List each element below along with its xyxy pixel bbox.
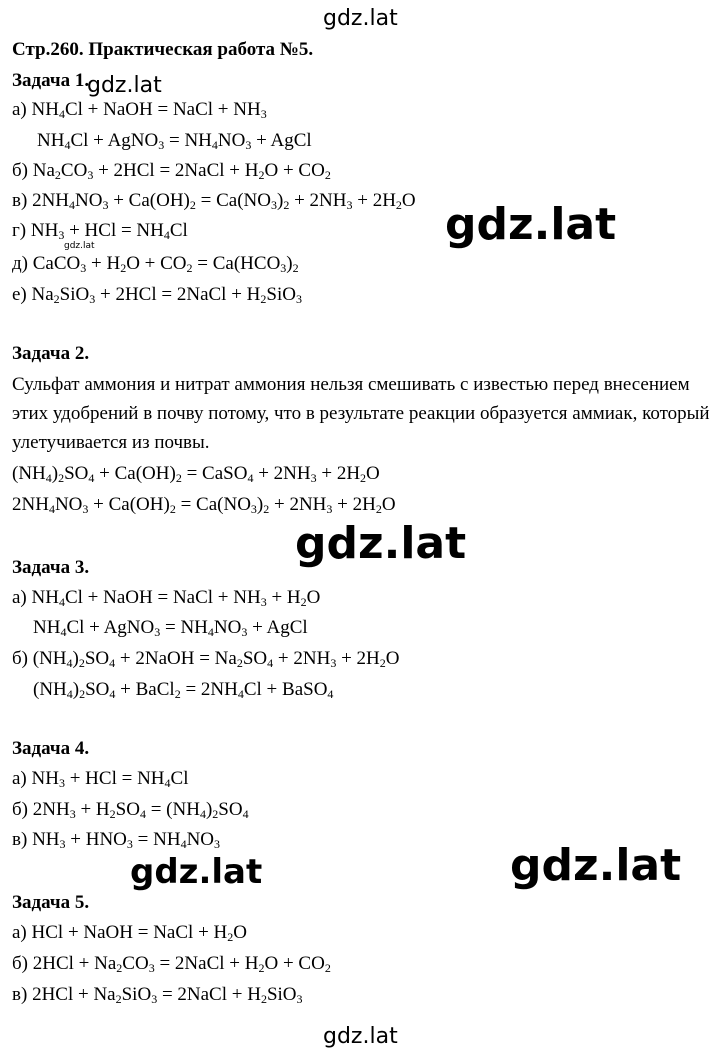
task2-text: Сульфат аммония и нитрат аммония нельзя смешивать с известью перед внесением этих удобрений в почву потому, что в результате реакции образуется аммиак, который улетучивается из почвы. xyxy=(12,374,710,453)
task1-equation-e: е) $Na_2SiO_3 + 2HCl$ = 2NaCl + $H_2SiO_3$ xyxy=(12,284,302,306)
watermark-bottom: gdz.lat xyxy=(323,1024,398,1049)
watermark-top: gdz.lat xyxy=(323,6,398,31)
task4-equation-b: б) $2NH_3 + H_2SO_4 = (NH_4)_2SO_4$ xyxy=(12,799,249,821)
task2-heading: Задача 2. xyxy=(12,343,90,364)
page-title: Стр.260. Практическая работа №5. xyxy=(12,39,314,60)
task1-equation-g: г) $NH_3$ + HCl = $NH_4Cl$ xyxy=(12,220,188,242)
task5-heading: Задача 5. xyxy=(12,892,90,913)
watermark-task3-big: gdz.lat xyxy=(295,518,467,569)
task3-equation-b1: б) $(NH_4)_2SO_4$ + 2NaOH = $Na_2SO_4 + 2NH_3 + 2H_2O$ xyxy=(12,648,400,670)
task1-equation-a2: $NH_4Cl$ + AgNO$_3$ = $NH_4NO_3$ + AgCl xyxy=(37,130,312,152)
task2-equation-1: $(NH_4)_2SO_4 + Ca(OH)_2$ = CaSO$_4$ + $2NH_3 + 2H_2O$ xyxy=(12,463,380,485)
task3-heading: Задача 3. xyxy=(12,557,90,578)
task1-equation-a1: а) $NH_4Cl$ + NaOH = NaCl + $NH_3$ xyxy=(12,99,267,121)
watermark-left-big: gdz.lat xyxy=(130,852,263,892)
task5-equation-a: а) HCl + NaOH = NaCl + $H_2O$ xyxy=(12,922,247,944)
watermark-right-big: gdz.lat xyxy=(510,840,682,891)
watermark-task1-small: gdz.lat xyxy=(87,73,162,98)
task2-equation-2: $2NH_4NO_3 + Ca(OH)_2 = Ca(NO_3)_2 + 2NH_3 + 2H_2O$ xyxy=(12,494,396,516)
task1-equation-d: д) CaCO$_3$ + $H_2O + CO_2 = Ca(HCO_3)_2$ xyxy=(12,253,299,275)
task4-heading: Задача 4. xyxy=(12,738,90,759)
task4-equation-v: в) $NH_3 + HNO_3 = NH_4NO_3$ xyxy=(12,829,221,851)
task3-equation-a1: а) $NH_4Cl$ + NaOH = NaCl + $NH_3 + H_2O$ xyxy=(12,587,321,609)
task1-equation-v: в) $2NH_4NO_3 + Ca(OH)_2 = Ca(NO_3)_2 + 2NH_3 + 2H_2O$ xyxy=(12,190,416,212)
task4-equation-a: а) $NH_3$ + HCl = $NH_4Cl$ xyxy=(12,768,189,790)
watermark-task1-big: gdz.lat xyxy=(445,199,617,250)
task5-equation-b: б) $2HCl + Na_2CO_3$ = 2NaCl + $H_2O + CO_2$ xyxy=(12,953,331,975)
task3-equation-b2: $(NH_4)_2SO_4$ + BaCl$_2$ = $2NH_4Cl$ + BaSO$_4$ xyxy=(33,679,334,701)
task5-equation-v: в) $2HCl + Na_2SiO_3$ = 2NaCl + $H_2SiO_3$ xyxy=(12,984,303,1006)
watermark-tiny: gdz.lat xyxy=(64,241,95,251)
task3-equation-a2: $NH_4Cl$ + AgNO$_3$ = $NH_4NO_3$ + AgCl xyxy=(33,617,308,639)
task1-heading: Задача 1. xyxy=(12,70,90,91)
task1-equation-b: б) $Na_2CO_3 + 2HCl$ = 2NaCl + $H_2O + CO_2$ xyxy=(12,160,331,182)
